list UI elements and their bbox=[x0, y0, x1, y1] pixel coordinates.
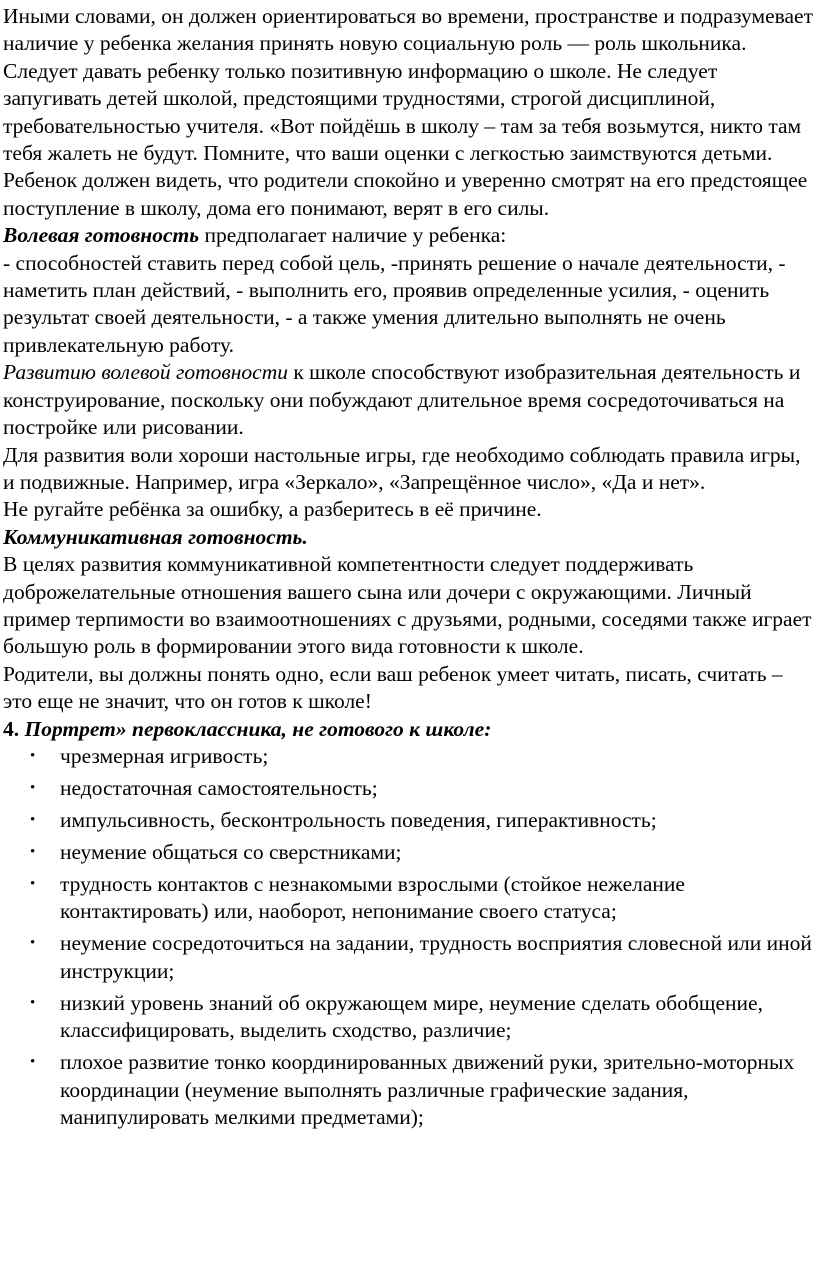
list-item-text: чрезмерная игривость; bbox=[60, 743, 269, 768]
heading-portrait-text: Портрет» первоклассника, не готового к школе: bbox=[19, 716, 492, 741]
volitional-development-text: к школе способствуют изобразительная деятельность и конструирование, поскольку они побуждают длительное время сосредоточиваться на постройке или рисовании. bbox=[3, 360, 801, 440]
term-volitional-development: Развитию волевой готовности bbox=[3, 360, 288, 385]
term-volitional-readiness: Волевая готовность bbox=[3, 223, 200, 248]
paragraph-parents-note: Родители, вы должны понять одно, если ваш ребенок умеет читать, писать, считать – это еще не значит, что он готов к школе! bbox=[3, 661, 783, 714]
list-item bbox=[3, 839, 816, 866]
heading-communicative-readiness: Коммуникативная готовность. bbox=[3, 524, 308, 549]
list-item-text: плохое развитие тонко координированных движений руки, зрительно-моторных координации (неумение выполнять различные графические задания, манипулировать мелкими предметами); bbox=[60, 1050, 795, 1129]
list-item bbox=[3, 807, 816, 834]
document-page bbox=[3, 3, 816, 1131]
paragraph-orientation: Иными словами, он должен ориентироваться во времени, пространстве и подразумевает наличие у ребенка желания принять новую социальную роль — роль школьника. bbox=[3, 4, 813, 56]
bullet-icon: • bbox=[30, 935, 36, 952]
bullet-icon: • bbox=[30, 811, 36, 828]
bullet-icon: • bbox=[30, 875, 36, 892]
paragraph-communicative: В целях развития коммуникативной компетентности следует поддерживать доброжелательные отношения вашего сына или дочери с окружающими. Личный пример терпимости во взаимоотношениях с друзьями, родными, соседями также играет большую роль в формировании этого вида готовности к школе. bbox=[3, 552, 812, 659]
list-item-text: низкий уровень знаний об окружающем мире, неумение сделать обобщение, классифицировать, выделить сходство, различие; bbox=[60, 990, 763, 1043]
list-item bbox=[3, 743, 816, 770]
bullet-icon: • bbox=[30, 994, 36, 1011]
heading-number: 4. bbox=[3, 716, 20, 741]
list-item-text: трудность контактов с незнакомыми взрослыми (стойкое нежелание контактировать) или, наоборот, непонимание своего статуса; bbox=[60, 871, 685, 924]
bullet-icon: • bbox=[30, 779, 36, 796]
unready-traits-list bbox=[3, 743, 816, 1131]
list-item-text: неумение общаться со сверстниками; bbox=[60, 839, 402, 864]
bullet-icon: • bbox=[30, 843, 36, 860]
list-item bbox=[3, 930, 816, 985]
paragraph-abilities-list: - способностей ставить перед собой цель, -принять решение о начале деятельности, - наметить план действий, - выполнить его, проявив определенные усилия, - оценить результат своей деятельности, - а также умения длительно выполнять не очень привлекательную работу. bbox=[3, 250, 786, 357]
list-item bbox=[3, 775, 816, 802]
bullet-icon: • bbox=[30, 747, 36, 764]
list-item bbox=[3, 990, 816, 1045]
list-item-text: неумение сосредоточиться на задании, трудность восприятия словесной или иной инструкции; bbox=[60, 931, 812, 983]
list-item bbox=[3, 1049, 816, 1131]
paragraph-mistakes: Не ругайте ребёнка за ошибку, а разберитесь в её причине. bbox=[3, 497, 542, 522]
heading-portrait bbox=[3, 716, 816, 743]
paragraph-volitional-intro bbox=[3, 222, 816, 249]
paragraph-board-games: Для развития воли хороши настольные игры, где необходимо соблюдать правила игры, и подвижные. Например, игра «Зеркало», «Запрещённое число», «Да и нет». bbox=[3, 442, 801, 494]
list-item bbox=[3, 871, 816, 926]
list-item-text: импульсивность, бесконтрольность поведения, гиперактивность; bbox=[60, 807, 657, 832]
bullet-icon: • bbox=[30, 1054, 36, 1071]
paragraph-volitional-development bbox=[3, 359, 816, 441]
paragraph-positive-info: Следует давать ребенку только позитивную информацию о школе. Не следует запугивать детей школой, предстоящими трудностями, строгой дисциплиной, требовательностью учителя. «Вот пойдёшь в школу – там за тебя возьмутся, никто там тебя жалеть не будут. Помните, что ваши оценки с легкостью заимствуются детьми. Ребенок должен видеть, что родители спокойно и уверенно смотрят на его предстоящее поступление в школу, дома его понимают, верят в его силы. bbox=[3, 58, 808, 220]
volitional-intro-text: предполагает наличие у ребенка: bbox=[199, 223, 507, 248]
list-item-text: недостаточная самостоятельность; bbox=[60, 775, 378, 800]
